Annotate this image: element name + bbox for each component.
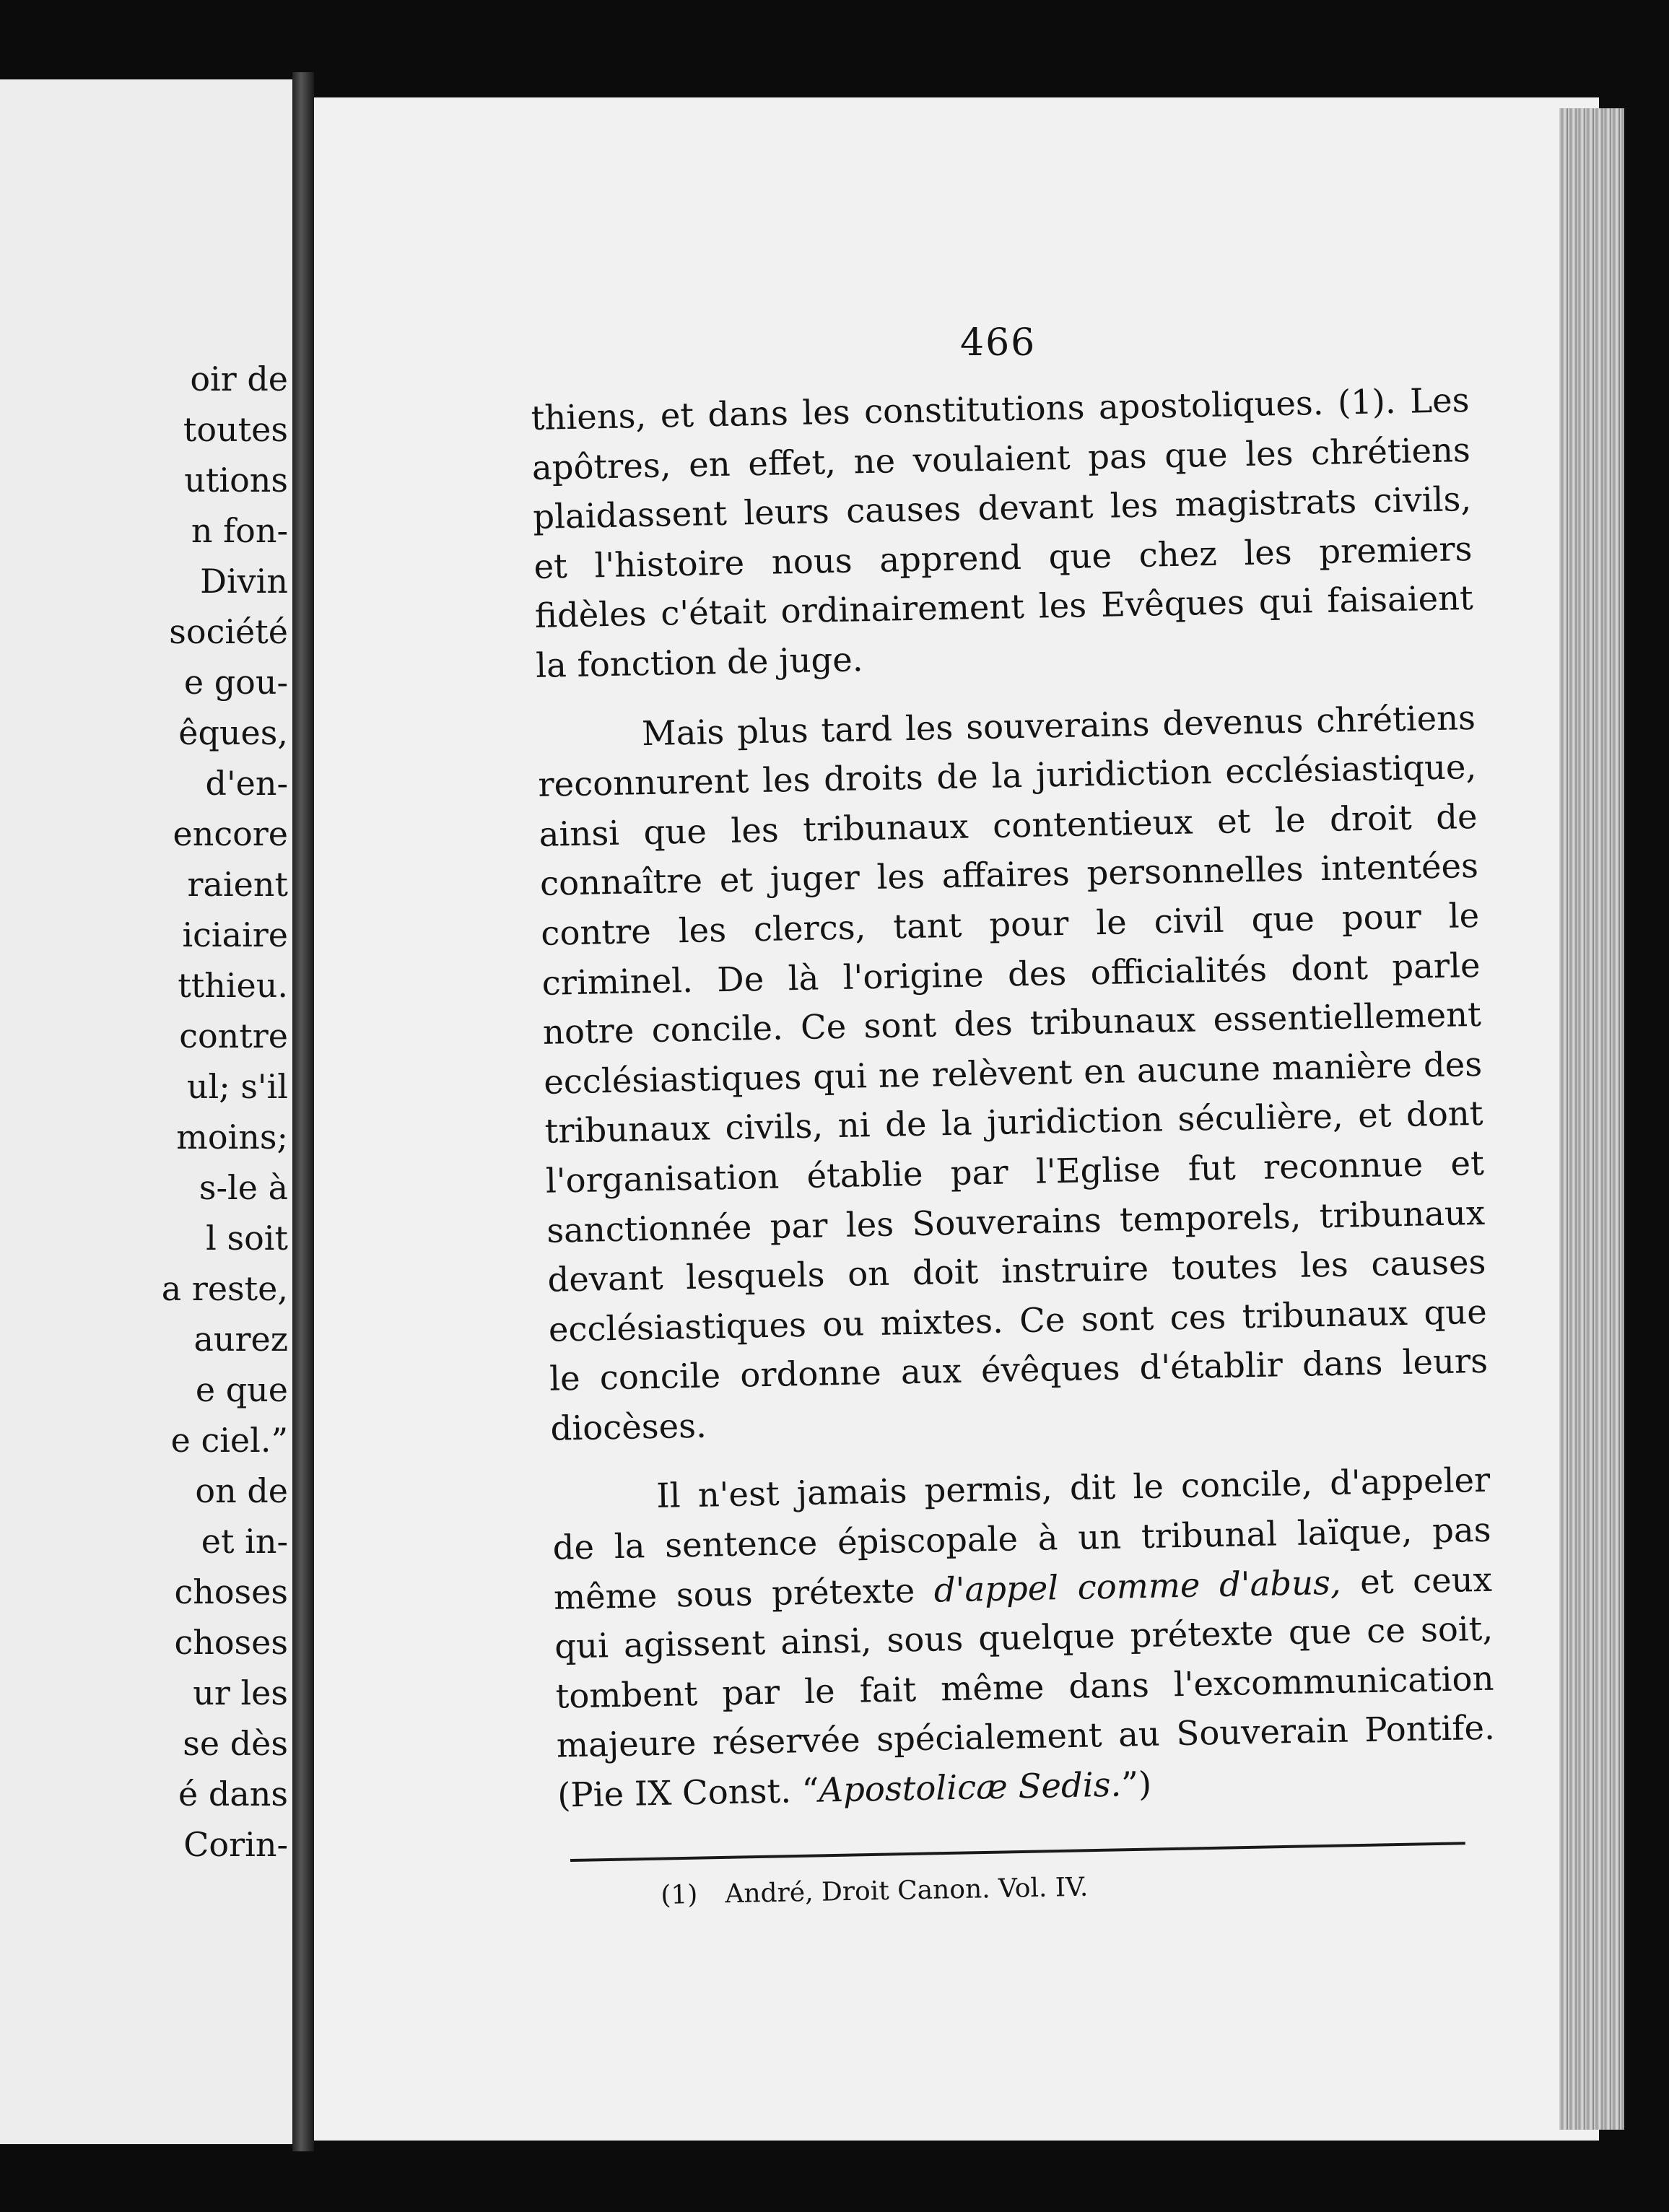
facing-page-line: encore <box>173 814 288 853</box>
paragraph-1: thiens, et dans les constitutions apostoliques. (1). Les apôtres, en effet, ne voulaient pas que les chrétiens plaidassent leurs causes devant les magistrats civils, et l'histoire nous apprend que chez les premiers fidèles c'était ordinairement les Evêques qui faisaient la fonction de juge. <box>531 380 1474 685</box>
facing-page-line: Divin <box>200 562 288 601</box>
facing-page-line: ur les <box>193 1673 288 1712</box>
facing-page-line: toutes <box>183 410 288 449</box>
facing-page-line: contre <box>179 1016 288 1055</box>
facing-page-line: aurez <box>193 1320 288 1359</box>
book-gutter <box>292 72 314 2151</box>
footnote-number: (1) <box>661 1880 698 1910</box>
facing-page-line: société <box>169 612 288 651</box>
facing-page-line: on de <box>195 1471 288 1510</box>
facing-page-line: se dès <box>183 1724 288 1763</box>
body-text <box>531 375 1496 1820</box>
paragraph-3-part-b: et ceux qui agissent ainsi, sous quelque prétexte que ce soit, tombent par le fait même dans l'excommunication majeure réservée spécialement au Souverain Pontife. (Pie IX Const. “ <box>554 1559 1496 1815</box>
facing-page-text <box>0 354 292 1870</box>
italic-phrase-sedis: Apostolicæ Sedis. <box>818 1764 1122 1810</box>
italic-phrase-appel: d'appel comme d'abus, <box>933 1562 1342 1610</box>
facing-page-line: Corin- <box>183 1825 288 1864</box>
facing-page-line: choses <box>174 1623 288 1662</box>
facing-page-line: a reste, <box>161 1269 288 1308</box>
facing-page-line: iciaire <box>182 915 288 954</box>
facing-page-line: utions <box>184 461 288 500</box>
paragraph-2: Mais plus tard les souverains devenus chrétiens reconnurent les droits de la juridiction ecclésiastique, ainsi que les tribunaux contentieux et le droit de connaître et juger les affaires personnelles intentées contre les clercs, tant pour le civil que pour le criminel. De là l'origine des officialités dont parle notre concile. Ce sont des tribunaux essentiellement ecclésiastiques qui ne relèvent en aucune manière des tribunaux civils, ni de la juridiction séculière, et dont l'organisation établie par l'Eglise fut reconnue et sanctionnée par les Souverains temporels, tribunaux devant lesquels on doit instruire toutes les causes ecclésiastiques ou mixtes. Ce sont ces tribunaux que le concile ordonne aux évêques d'établir dans leurs diocèses. <box>537 697 1489 1448</box>
facing-page-line: n fon- <box>191 511 288 550</box>
facing-page-line: moins; <box>176 1118 288 1157</box>
facing-page-line: êques, <box>178 713 288 752</box>
facing-page-left <box>0 79 292 2144</box>
facing-page-line: e que <box>195 1370 288 1409</box>
facing-page-line: d'en- <box>205 764 288 803</box>
footnote-text: André, Droit Canon. Vol. IV. <box>724 1872 1089 1910</box>
facing-page-line: et in- <box>201 1522 288 1561</box>
facing-page-line: tthieu. <box>178 966 288 1005</box>
facing-page-line: oir de <box>190 360 288 399</box>
paragraph-3-part-a: Il n'est jamais permis, dit le concile, d'appeler de la sentence épiscopale à un tribunal laïque, pas même sous prétexte <box>552 1460 1491 1617</box>
facing-page-line: e gou- <box>183 663 288 702</box>
page-edges <box>1559 108 1624 2130</box>
facing-page-line: é dans <box>178 1775 288 1813</box>
facing-page-line: s-le à <box>199 1168 288 1207</box>
facing-page-line: ul; s'il <box>186 1067 288 1106</box>
facing-page-line: choses <box>174 1572 288 1611</box>
facing-page-line: raient <box>187 865 288 904</box>
paragraph-3 <box>552 1455 1496 1820</box>
facing-page-line: l soit <box>206 1219 288 1258</box>
facing-page-line: e ciel.” <box>170 1421 288 1460</box>
page-number: 466 <box>960 321 1037 365</box>
paragraph-3-part-c: ”) <box>1120 1764 1152 1804</box>
